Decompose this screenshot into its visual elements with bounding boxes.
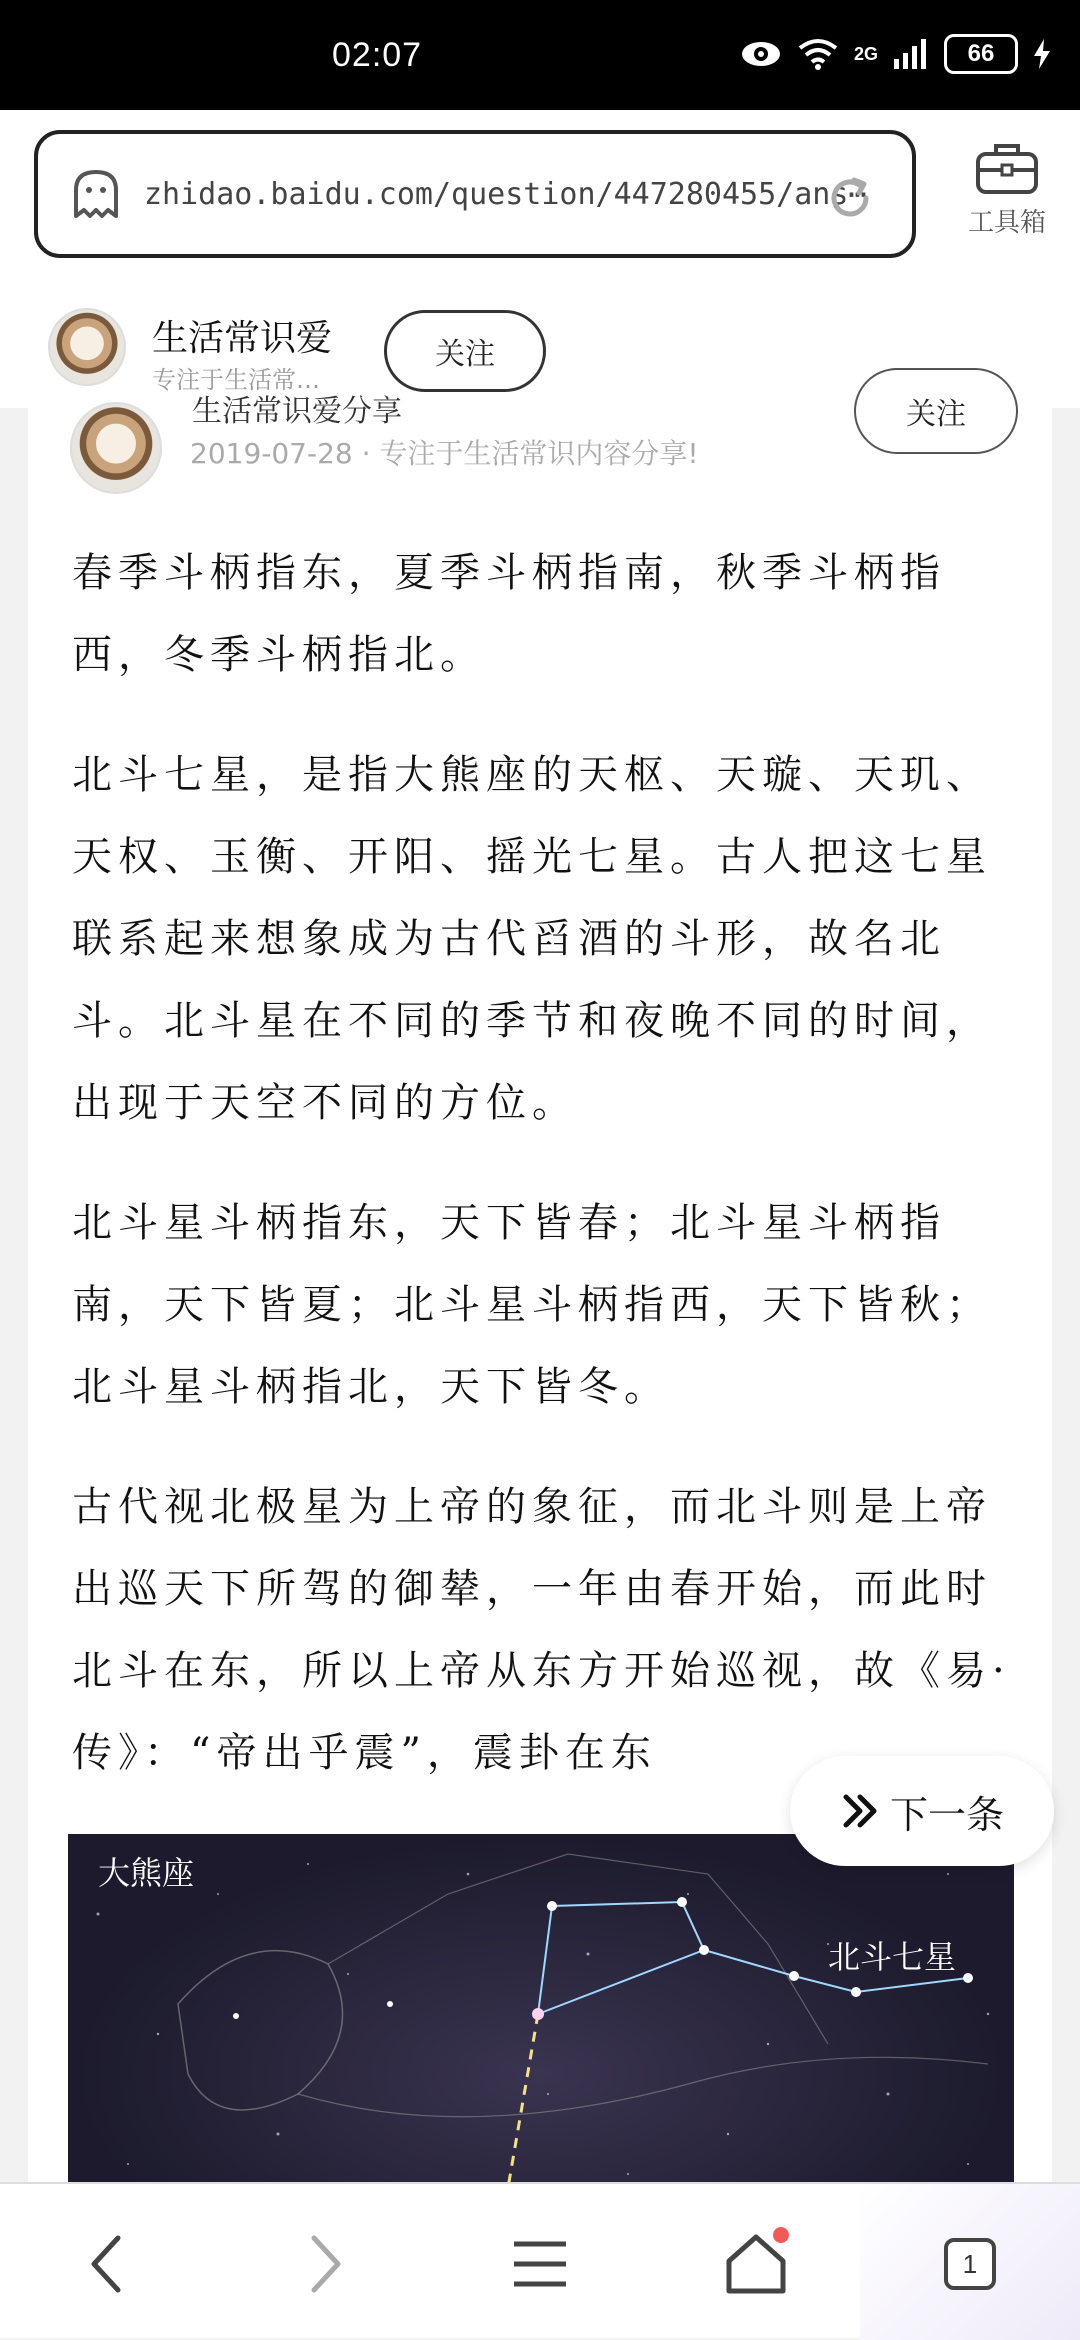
address-bar[interactable]	[34, 130, 916, 258]
answer-paragraph: 古代视北极星为上帝的象征，而北斗则是上帝出巡天下所驾的御辇，一年由春开始，而此时北斗在东，所以上帝从东方开始巡视，故《易·传》：“帝出乎震”，震卦在东	[72, 1484, 1011, 1776]
reload-icon[interactable]	[826, 174, 874, 222]
charging-icon	[1034, 39, 1050, 69]
image-label-big-dipper: 北斗七星	[828, 1938, 957, 1976]
follow-button[interactable]: 关注	[384, 310, 546, 392]
constellation-drawing	[68, 1834, 1014, 2234]
menu-button[interactable]	[500, 2224, 580, 2304]
status-time: 02:07	[332, 36, 423, 74]
eye-icon	[740, 39, 782, 69]
answer-follow-button[interactable]: 关注	[854, 368, 1018, 454]
avatar[interactable]	[48, 308, 126, 386]
answer-content	[72, 532, 1032, 1776]
toolbox-button[interactable]	[952, 140, 1062, 239]
answer-meta: 2019-07-28 · 专注于生活常识内容分享!	[190, 437, 699, 470]
wifi-icon	[798, 38, 838, 70]
next-answer-button[interactable]	[790, 1756, 1054, 1866]
battery-indicator: 66	[944, 34, 1018, 74]
next-answer-label: 下一条	[889, 1792, 1004, 1837]
toolbox-label: 工具箱	[967, 208, 1046, 238]
forward-icon	[306, 2234, 346, 2294]
image-label-ursa-major: 大熊座	[98, 1854, 195, 1892]
status-bar	[0, 0, 1080, 110]
answer-author-name[interactable]: 生活常识爱分享	[192, 394, 402, 429]
tabs-button[interactable]	[930, 2224, 1010, 2304]
home-icon	[721, 2229, 791, 2299]
constellation-image[interactable]	[68, 1834, 1014, 2234]
answer-paragraph: 春季斗柄指东，夏季斗柄指南，秋季斗柄指西，冬季斗柄指北。	[72, 550, 946, 678]
back-icon	[86, 2234, 126, 2294]
ghost-icon	[68, 166, 124, 222]
answer-avatar[interactable]	[70, 402, 162, 494]
author-name[interactable]: 生活常识爱	[152, 318, 333, 359]
home-button[interactable]	[716, 2224, 796, 2304]
bottom-nav	[0, 2182, 1080, 2338]
menu-icon	[512, 2236, 568, 2292]
author-description: 专注于生活常…	[152, 366, 320, 394]
back-button[interactable]	[66, 2224, 146, 2304]
network-type: 2G	[853, 43, 878, 64]
answer-paragraph: 北斗七星，是指大熊座的天枢、天璇、天玑、天权、玉衡、开阳、摇光七星。古人把这七星联系起来想象成为古代舀酒的斗形，故名北斗。北斗星在不同的季节和夜晚不同的时间，出现于天空不同的方位。	[72, 752, 992, 1126]
status-icons	[740, 34, 1050, 74]
tabs-count: 1	[944, 2238, 996, 2290]
url-text[interactable]: zhidao.baidu.com/question/447280455/ans⋯	[144, 176, 867, 212]
browser-top-bar	[0, 110, 1080, 408]
forward-button[interactable]	[286, 2224, 366, 2304]
signal-icon	[894, 39, 928, 69]
answer-card	[28, 394, 1052, 2208]
double-chevron-right-icon	[840, 1791, 884, 1831]
toolbox-icon	[974, 140, 1040, 196]
answer-paragraph: 北斗星斗柄指东，天下皆春；北斗星斗柄指南，天下皆夏；北斗星斗柄指西，天下皆秋；北斗星斗柄指北，天下皆冬。	[72, 1200, 992, 1410]
